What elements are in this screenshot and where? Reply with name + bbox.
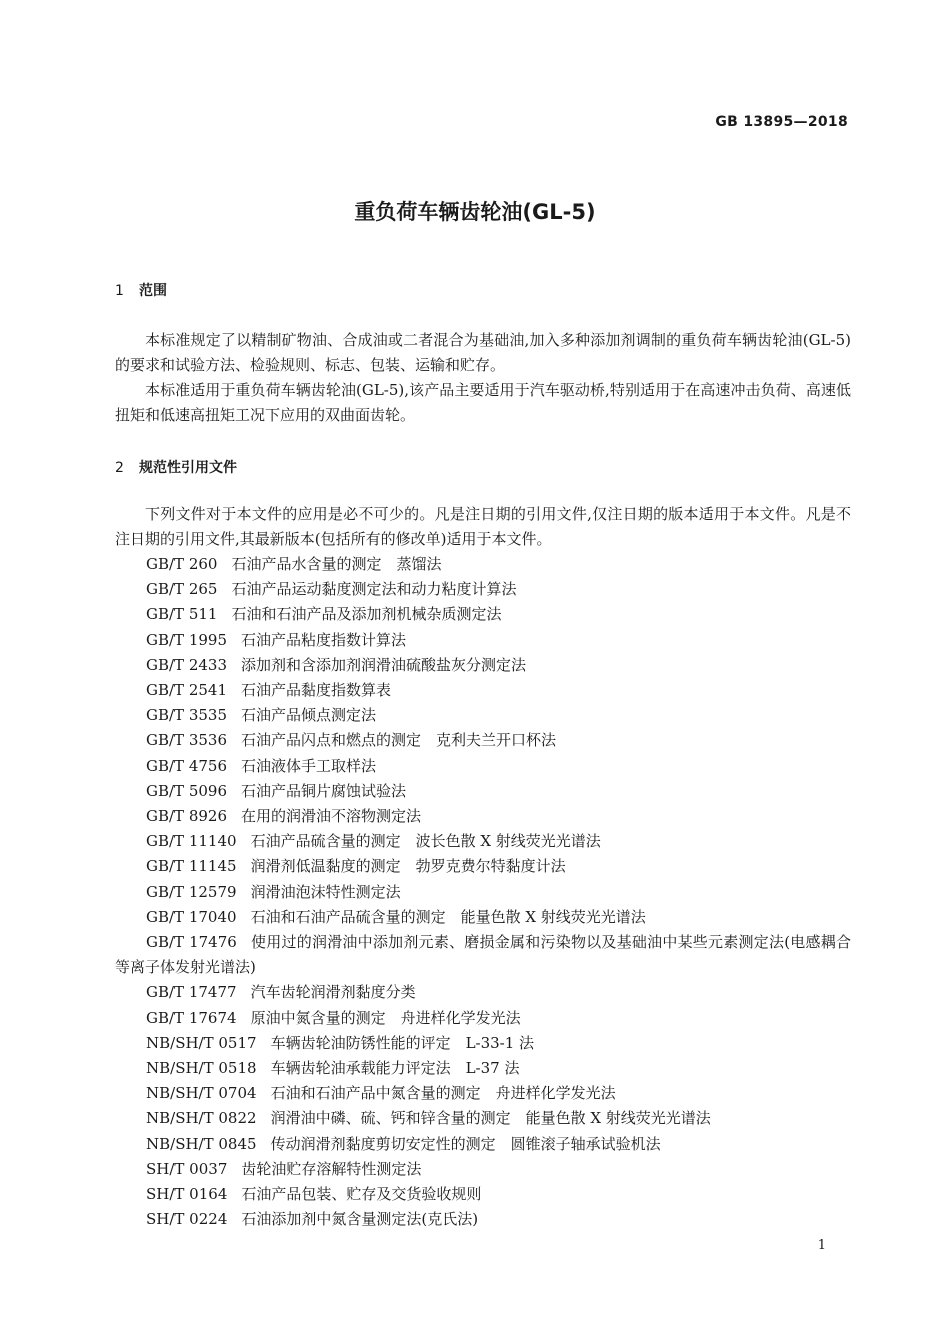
reference-title: 石油和石油产品中氮含量的测定 舟进样化学发光法: [270, 1084, 616, 1103]
reference-title: 石油和石油产品及添加剂机械杂质测定法: [231, 605, 502, 624]
scope-paragraph-1: 本标准规定了以精制矿物油、合成油或二者混合为基础油,加入多种添加剂调制的重负荷车辆齿轮油(GL-5)的要求和试验方法、检验规则、标志、包装、运输和贮存。: [115, 331, 851, 374]
reference-code: SH/T 0037: [146, 1159, 228, 1178]
reference-title: 石油产品闪点和燃点的测定 克利夫兰开口杯法: [241, 731, 557, 750]
reference-item: [115, 1182, 855, 1207]
reference-item: [115, 1207, 855, 1232]
reference-code: GB/T 3535: [146, 706, 228, 725]
reference-code: GB/T 265: [146, 580, 218, 599]
reference-title: 石油产品水含量的测定 蒸馏法: [231, 555, 442, 573]
reference-title: 石油产品运动黏度测定法和动力粘度计算法: [231, 580, 517, 599]
reference-title: 润滑油中磷、硫、钙和锌含量的测定 能量色散 X 射线荧光光谱法: [270, 1109, 711, 1128]
reference-item: [115, 1056, 855, 1081]
reference-item: [115, 804, 855, 829]
reference-code: GB/T 17674: [146, 1008, 237, 1027]
reference-code: NB/SH/T 0822: [146, 1109, 257, 1128]
reference-item: [115, 854, 855, 879]
reference-code: GB/T 4756: [146, 756, 228, 775]
reference-title: 石油产品倾点测定法: [241, 706, 377, 725]
reference-title: 传动润滑剂黏度剪切安定性的测定 圆锥滚子轴承试验机法: [270, 1134, 661, 1153]
reference-code: GB/T 11140: [146, 832, 237, 851]
reference-item: [115, 1132, 855, 1157]
normative-references-list: [115, 552, 855, 1232]
reference-title: 石油液体手工取样法: [241, 756, 377, 775]
reference-title: 使用过的润滑油中添加剂元素、磨损金属和污染物以及基础油中某些元素测定法(电感耦合等离子体发射光谱法): [115, 933, 851, 977]
reference-item: [115, 577, 855, 602]
reference-title: 石油产品硫含量的测定 波长色散 X 射线荧光光谱法: [250, 832, 601, 851]
reference-code: GB/T 260: [146, 555, 218, 573]
reference-code: NB/SH/T 0518: [146, 1059, 257, 1078]
reference-code: SH/T 0224: [146, 1210, 228, 1229]
reference-item: [115, 728, 855, 753]
reference-title: 润滑油泡沫特性测定法: [250, 882, 401, 901]
reference-item: [115, 628, 855, 653]
reference-title: 石油和石油产品硫含量的测定 能量色散 X 射线荧光光谱法: [250, 907, 646, 926]
section-2-title: 规范性引用文件: [139, 460, 237, 476]
reference-code: GB/T 17476: [146, 933, 237, 952]
references-intro-paragraph: 下列文件对于本文件的应用是必不可少的。凡是注日期的引用文件,仅注日期的版本适用于本文件。凡是不注日期的引用文件,其最新版本(包括所有的修改单)适用于本文件。: [115, 505, 851, 548]
standard-number: GB 13895—2018: [715, 114, 848, 130]
reference-code: NB/SH/T 0704: [146, 1084, 257, 1103]
reference-title: 车辆齿轮油防锈性能的评定 L-33-1 法: [270, 1033, 535, 1052]
reference-title: 原油中氮含量的测定 舟进样化学发光法: [250, 1008, 521, 1027]
reference-title: 在用的润滑油不溶物测定法: [241, 807, 422, 826]
section-2-heading: [115, 457, 237, 477]
reference-code: NB/SH/T 0845: [146, 1134, 257, 1153]
reference-item: [115, 678, 855, 703]
reference-item: [115, 930, 851, 980]
reference-item: [115, 880, 855, 905]
reference-title: 石油添加剂中氮含量测定法(克氏法): [241, 1210, 479, 1229]
reference-item: [115, 602, 855, 627]
reference-title: 齿轮油贮存溶解特性测定法: [241, 1159, 422, 1178]
section-1-heading: [115, 280, 167, 300]
reference-code: GB/T 1995: [146, 630, 228, 649]
page-number: 1: [817, 1238, 826, 1253]
reference-item: [115, 905, 855, 930]
reference-item: [115, 1157, 855, 1182]
reference-code: GB/T 17040: [146, 907, 237, 926]
reference-code: GB/T 2541: [146, 681, 228, 700]
reference-item: [115, 703, 855, 728]
reference-item: [115, 829, 855, 854]
section-1-number: 1: [115, 283, 124, 299]
reference-code: NB/SH/T 0517: [146, 1033, 257, 1052]
document-title: 重负荷车辆齿轮油(GL-5): [354, 200, 596, 224]
reference-title: 石油产品铜片腐蚀试验法: [241, 781, 407, 800]
reference-item: [115, 1106, 855, 1131]
reference-title: 石油产品黏度指数算表: [241, 681, 392, 700]
reference-code: GB/T 511: [146, 605, 218, 624]
reference-item: [115, 552, 855, 577]
section-2-number: 2: [115, 460, 124, 476]
reference-item: [115, 1081, 855, 1106]
reference-title: 汽车齿轮润滑剂黏度分类: [250, 983, 416, 1002]
reference-title: 润滑剂低温黏度的测定 勃罗克费尔特黏度计法: [250, 857, 566, 876]
section-1-title: 范围: [139, 283, 167, 299]
reference-item: [115, 1031, 855, 1056]
reference-code: GB/T 3536: [146, 731, 228, 750]
reference-item: [115, 779, 855, 804]
reference-item: [115, 980, 855, 1005]
reference-title: 添加剂和含添加剂润滑油硫酸盐灰分测定法: [241, 655, 527, 674]
reference-item: [115, 653, 855, 678]
reference-title: 车辆齿轮油承载能力评定法 L-37 法: [270, 1059, 520, 1078]
reference-title: 石油产品包装、贮存及交货验收规则: [241, 1185, 482, 1204]
reference-code: GB/T 17477: [146, 983, 237, 1002]
reference-code: GB/T 5096: [146, 781, 228, 800]
reference-code: GB/T 2433: [146, 655, 228, 674]
reference-code: GB/T 12579: [146, 882, 237, 901]
reference-code: GB/T 11145: [146, 857, 237, 876]
reference-code: GB/T 8926: [146, 807, 228, 826]
reference-title: 石油产品粘度指数计算法: [241, 630, 407, 649]
scope-paragraph-2: 本标准适用于重负荷车辆齿轮油(GL-5),该产品主要适用于汽车驱动桥,特别适用于在高速冲击负荷、高速低扭矩和低速高扭矩工况下应用的双曲面齿轮。: [115, 381, 851, 424]
reference-code: SH/T 0164: [146, 1185, 228, 1204]
reference-item: [115, 754, 855, 779]
reference-item: [115, 1006, 855, 1031]
